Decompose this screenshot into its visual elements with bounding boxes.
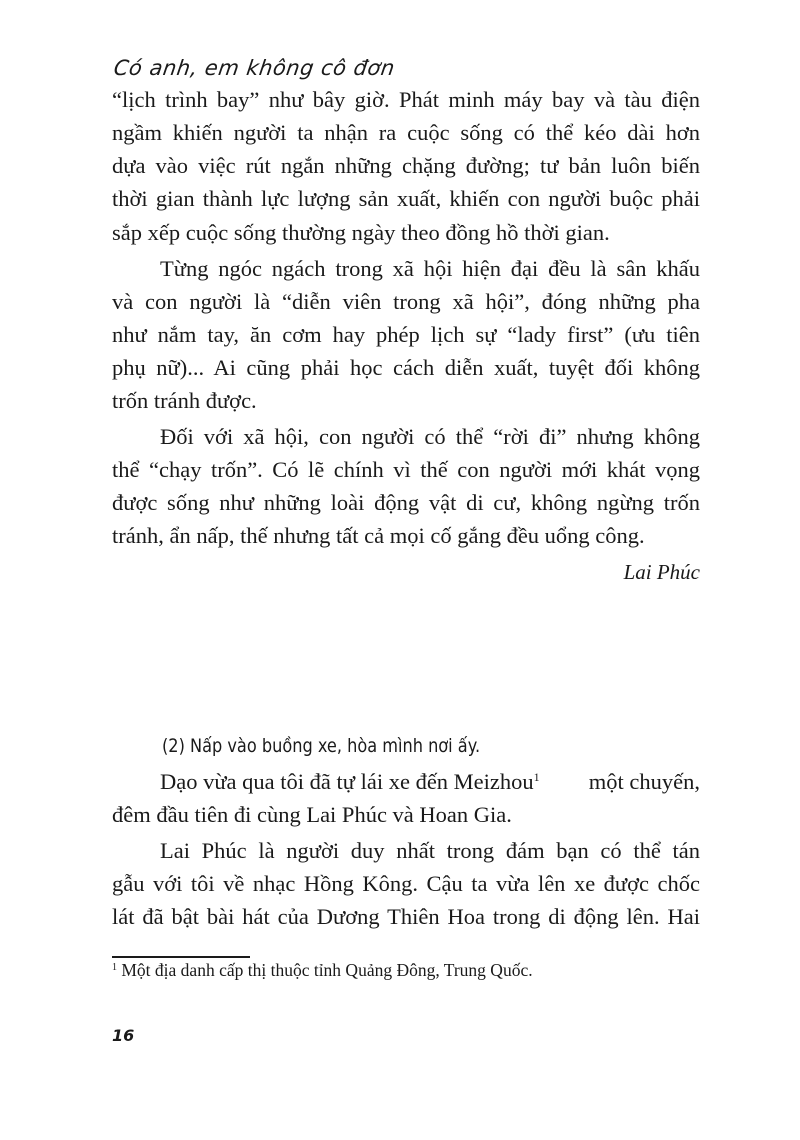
text-line: “lịch trình bay” như bây giờ. Phát minh máy bay và tàu điện (112, 87, 700, 112)
footnote-ref: 1 (533, 770, 540, 784)
text-line: và con người là “diễn viên trong xã hội”, đóng những pha (112, 289, 700, 314)
text-line: dựa vào việc rút ngắn những chặng đường; tư bản luôn biến (112, 153, 700, 178)
text-line: sắp xếp cuộc sống thường ngày theo đồng hồ thời gian. (112, 220, 610, 245)
text-line: gẫu với tôi về nhạc Hồng Kông. Cậu ta vừa lên xe được chốc (112, 871, 700, 896)
footnote: $^1$ Một địa danh cấp thị thuộc tỉnh Quảng Đông, Trung Quốc. (112, 960, 533, 980)
text-line: tránh, ẩn nấp, thế nhưng tất cả mọi cố gắng đều uổng công. (112, 523, 645, 548)
text-line: đêm đầu tiên đi cùng Lai Phúc và Hoan Gia. (112, 802, 512, 827)
text-line: ngầm khiến người ta nhận ra cuộc sống có thể kéo dài hơn (112, 120, 700, 145)
text-line: Dạo vừa qua tôi đã tự lái xe đến Meizhou$^1$ một chuyến, (160, 769, 700, 794)
text-line: như nắm tay, ăn cơm hay phép lịch sự “lady first” (ưu tiên (112, 322, 700, 347)
text-line: Lai Phúc là người duy nhất trong đám bạn có thể tán (160, 838, 700, 863)
author-signature: Lai Phúc (623, 560, 700, 584)
text-line: Đối với xã hội, con người có thể “rời đi” nhưng không (160, 424, 700, 449)
section-heading: (2) Nấp vào buồng xe, hòa mình nơi ấy. (162, 735, 481, 757)
text-line: phụ nữ)... Ai cũng phải học cách diễn xuất, tuyệt đối không (112, 355, 700, 380)
text-line: trốn tránh được. (112, 388, 257, 413)
text-line: được sống như những loài động vật di cư, không ngừng trốn (112, 490, 700, 515)
running-header: Có anh, em không cô đơn (112, 56, 397, 80)
page-number: 16 (112, 1026, 135, 1045)
text-line: thể “chạy trốn”. Có lẽ chính vì thế con người mới khát vọng (112, 457, 700, 482)
text-line: Từng ngóc ngách trong xã hội hiện đại đều là sân khấu (160, 256, 700, 281)
text-line: lát đã bật bài hát của Dương Thiên Hoa trong di động lên. Hai (112, 904, 700, 929)
text-line: thời gian thành lực lượng sản xuất, khiến con người buộc phải (112, 186, 700, 211)
